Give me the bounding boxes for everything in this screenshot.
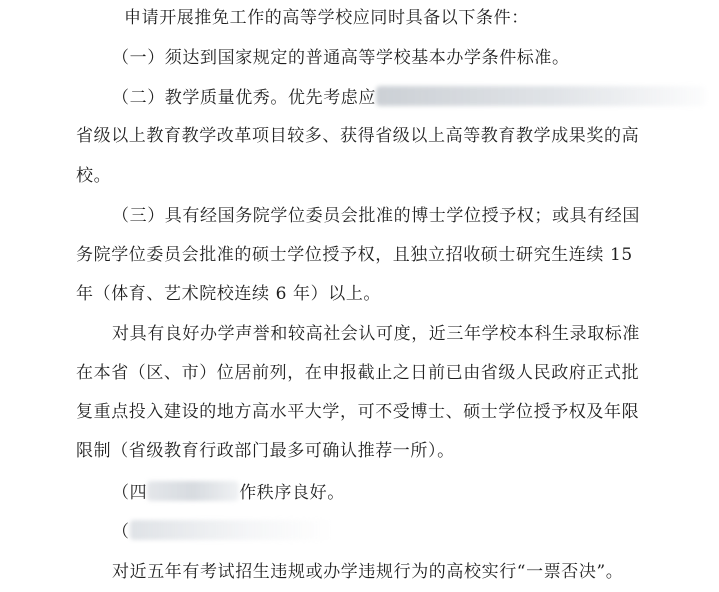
condition-2-line-2: 省级以上教育教学改革项目较多、获得省级以上高等教育教学成果奖的高 [76,126,640,146]
condition-4-suffix: 作秩序良好。 [239,483,345,503]
closing-line: 对近五年有考试招生违规或办学违规行为的高校实行“一票否决”。 [112,562,624,582]
condition-5-prefix: （ [112,522,130,542]
condition-2-line-1 [112,86,706,110]
condition-4-prefix: （四 [112,483,148,503]
intro-line: 申请开展推免工作的高等学校应同时具备以下条件： [124,8,529,28]
condition-3-line-1: （三）具有经国务院学位委员会批准的博士学位授予权；或具有经国 [112,206,640,226]
paragraph-line-1: 对具有良好办学声誉和较高社会认可度，近三年学校本科生录取标准 [112,324,640,344]
paragraph-line-4: 限制（省级教育行政部门最多可确认推荐一所）。 [76,441,455,461]
condition-4-line [112,481,345,505]
condition-3-line-2: 务院学位委员会批准的硕士学位授予权，且独立招收硕士研究生连续 15 [76,245,633,265]
condition-1-line: （一）须达到国家规定的普通高等学校基本办学条件标准。 [112,48,570,68]
condition-5-line [112,520,330,544]
redacted-region [376,86,706,106]
condition-2-text: （二）教学质量优秀。优先考虑应 [112,88,376,108]
redacted-region [147,481,239,501]
condition-2-line-3: 校。 [76,166,112,186]
paragraph-line-3: 复重点投入建设的地方高水平大学，可不受博士、硕士学位授予权及年限 [76,402,640,422]
paragraph-line-2: 在本省（区、市）位居前列，在申报截止之日前已由省级人民政府正式批 [76,363,640,383]
condition-3-line-3: 年（体育、艺术院校连续 6 年）以上。 [76,284,382,304]
redacted-region [130,520,330,540]
